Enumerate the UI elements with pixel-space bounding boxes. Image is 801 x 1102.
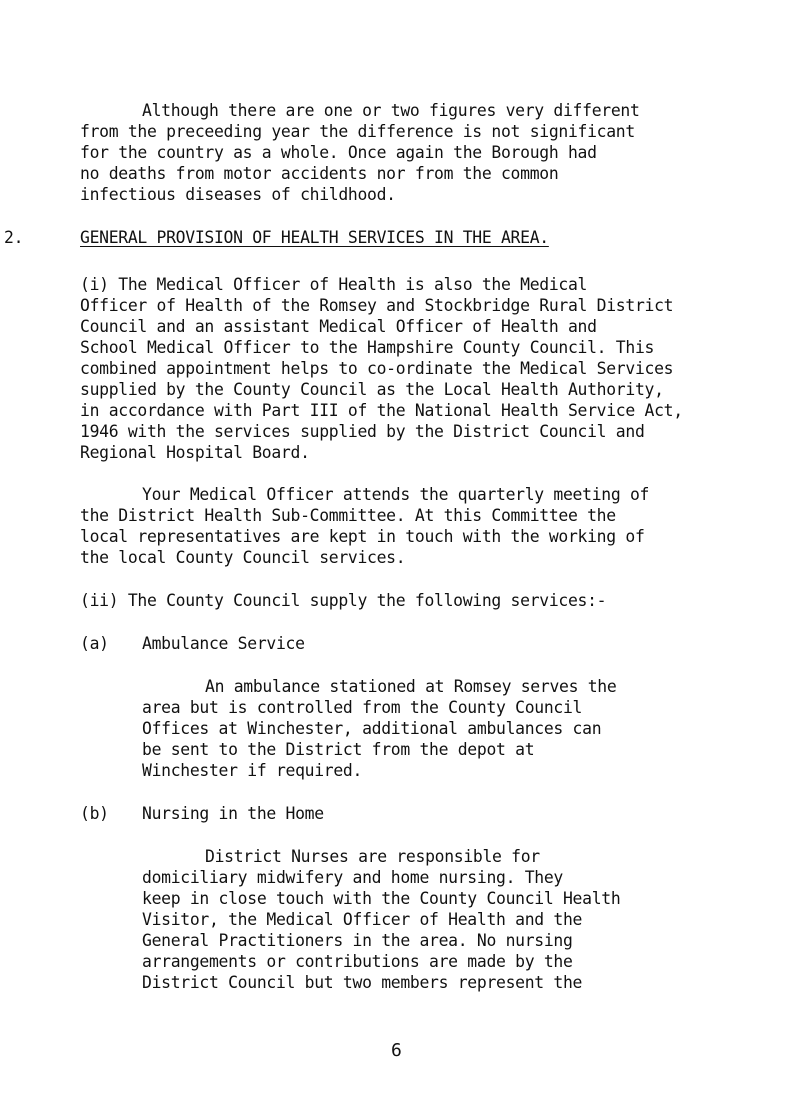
- intro-line: Although there are one or two figures very different: [142, 101, 640, 120]
- item-b-line: domiciliary midwifery and home nursing. They: [142, 868, 563, 887]
- section-heading: GENERAL PROVISION OF HEALTH SERVICES IN THE AREA.: [80, 228, 549, 247]
- para-i-line: Officer of Health of the Romsey and Stockbridge Rural District: [80, 296, 674, 315]
- item-b-line: General Practitioners in the area. No nursing: [142, 931, 573, 950]
- item-b-line: Visitor, the Medical Officer of Health and the: [142, 910, 583, 929]
- intro-line: no deaths from motor accidents nor from the common: [80, 164, 559, 183]
- item-b-label: (b): [80, 804, 109, 823]
- item-a-title: Ambulance Service: [142, 634, 305, 653]
- intro-line: from the preceeding year the difference is not significant: [80, 122, 635, 141]
- item-a-line: be sent to the District from the depot at: [142, 740, 535, 759]
- item-b-line: District Council but two members represent the: [142, 973, 583, 992]
- item-b-line: District Nurses are responsible for: [205, 847, 540, 866]
- intro-line: for the country as a whole. Once again the Borough had: [80, 143, 597, 162]
- item-a-line: Winchester if required.: [142, 761, 363, 780]
- para-ii: (ii) The County Council supply the following services:-: [80, 591, 607, 610]
- para-i-line: combined appointment helps to co-ordinate the Medical Services: [80, 359, 674, 378]
- committee-line: local representatives are kept in touch with the working of: [80, 527, 645, 546]
- para-i-line: Council and an assistant Medical Officer of Health and: [80, 317, 597, 336]
- para-i-line: 1946 with the services supplied by the District Council and: [80, 422, 645, 441]
- intro-line: infectious diseases of childhood.: [80, 185, 396, 204]
- item-a-label: (a): [80, 634, 109, 653]
- item-a-line: Offices at Winchester, additional ambulances can: [142, 719, 602, 738]
- para-i-line: (i) The Medical Officer of Health is also the Medical: [80, 275, 588, 294]
- item-a-line: area but is controlled from the County Council: [142, 698, 583, 717]
- para-i-line: in accordance with Part III of the National Health Service Act,: [80, 401, 683, 420]
- para-i-line: supplied by the County Council as the Local Health Authority,: [80, 380, 664, 399]
- committee-line: Your Medical Officer attends the quarterly meeting of: [142, 485, 650, 504]
- item-a-line: An ambulance stationed at Romsey serves the: [205, 677, 617, 696]
- item-b-title: Nursing in the Home: [142, 804, 324, 823]
- item-b-line: arrangements or contributions are made by the: [142, 952, 573, 971]
- committee-line: the District Health Sub-Committee. At this Committee the: [80, 506, 616, 525]
- page-number: 6: [391, 1040, 402, 1061]
- committee-line: the local County Council services.: [80, 548, 406, 567]
- para-i-line: School Medical Officer to the Hampshire County Council. This: [80, 338, 655, 357]
- para-i-line: Regional Hospital Board.: [80, 443, 310, 462]
- item-b-line: keep in close touch with the County Council Health: [142, 889, 621, 908]
- section-number: 2.: [4, 228, 24, 247]
